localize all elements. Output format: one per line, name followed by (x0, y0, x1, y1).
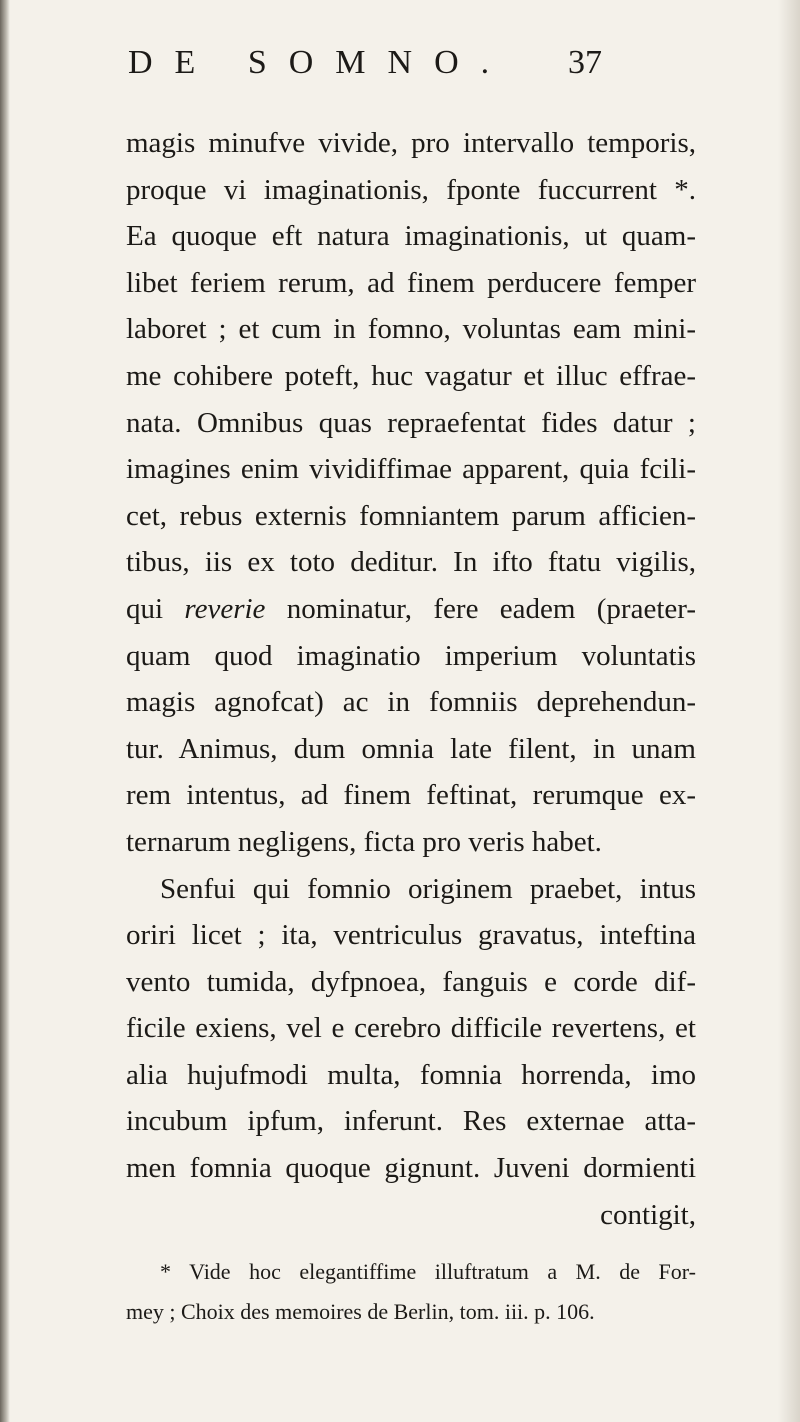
text-line: ficile exiens, vel e cerebro difficile revertens, et (126, 1012, 696, 1045)
text-line: laboret ; et cum in fomno, voluntas eam mini- (126, 313, 696, 346)
text-line: ternarum negligens, ficta pro veris habet. (126, 825, 602, 858)
text-line: tur. Animus, dum omnia late filent, in unam (126, 732, 696, 765)
text-line: imagines enim vividiffimae apparent, quia fcili- (126, 453, 696, 486)
text-segment: qui (126, 592, 185, 625)
text-line: oriri licet ; ita, ventriculus gravatus, inteftina (126, 919, 696, 952)
body-text (126, 120, 696, 1238)
page-edge (778, 0, 800, 1422)
footnote (126, 1252, 696, 1332)
text-line-with-italic (126, 586, 696, 633)
text-line: magis minufve vivide, pro intervallo temporis, (126, 127, 696, 159)
page-number: 37 (568, 44, 602, 81)
text-line: Ea quoque eft natura imaginationis, ut quam- (126, 220, 696, 253)
text-line: cet, rebus externis fomniantem parum afficien- (126, 499, 696, 532)
text-line: quam quod imaginatio imperium voluntatis (126, 639, 696, 672)
text-line: men fomnia quoque gignunt. Juveni dormienti (126, 1152, 696, 1185)
page-gutter-shadow (0, 0, 10, 1422)
text-line: alia hujufmodi multa, fomnia horrenda, imo (126, 1058, 696, 1091)
running-head-title: DE SOMNO. (128, 44, 512, 81)
text-line: proque vi imaginationis, fponte fuccurrent *. (126, 173, 696, 206)
text-line: vento tumida, dyfpnoea, fanguis e corde dif- (126, 965, 696, 998)
footnote-line: mey ; Choix des memoires de Berlin, tom. iii. p. 106. (126, 1299, 595, 1324)
footnote-line: * Vide hoc elegantiffime illuftratum a M. de For- (160, 1259, 696, 1284)
text-line: rem intentus, ad finem feftinat, rerumque ex- (126, 779, 696, 812)
text-line: incubum ipfum, inferunt. Res externae atta- (126, 1105, 696, 1138)
paragraph-start-line: Senfui qui fomnio originem praebet, intus (160, 872, 696, 905)
running-head (128, 44, 688, 94)
text-segment: nominatur, fere eadem (praeter- (265, 592, 696, 625)
text-line: tibus, iis ex toto deditur. In ifto ftatu vigilis, (126, 546, 696, 579)
text-line: nata. Omnibus quas repraefentat fides datur ; (126, 406, 696, 439)
text-line: libet feriem rerum, ad finem perducere femper (126, 266, 696, 299)
italic-term: reverie (184, 592, 266, 625)
catchword-line: contigit, (600, 1198, 696, 1231)
text-line: magis agnofcat) ac in fomniis deprehendun- (126, 686, 696, 719)
text-line: me cohibere poteft, huc vagatur et illuc effrae- (126, 359, 696, 392)
